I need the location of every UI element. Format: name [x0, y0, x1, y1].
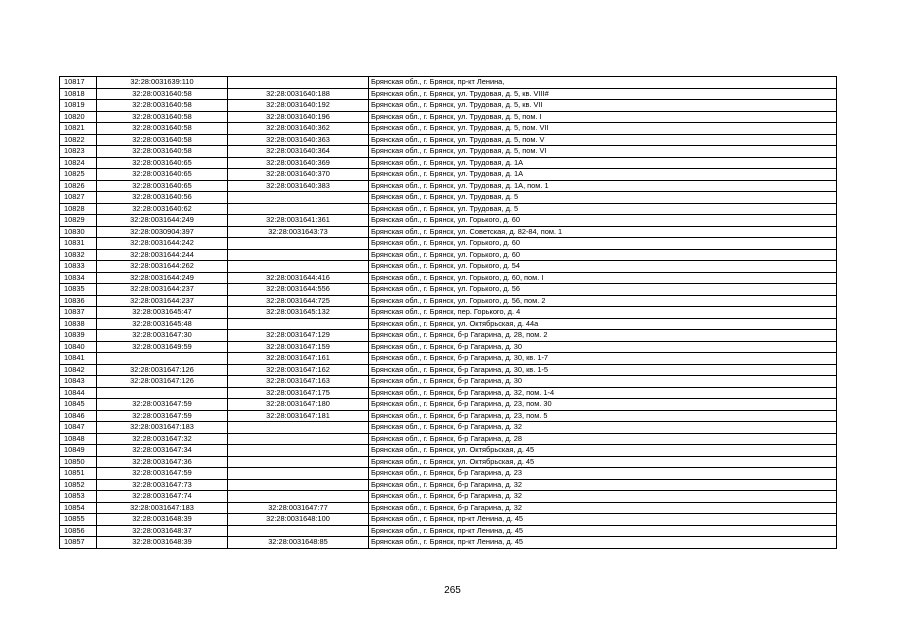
cadastral-number-cell: 32:28:0031647:32 — [97, 433, 228, 445]
row-number-cell: 10849 — [60, 445, 97, 457]
address-cell: Брянская обл., г. Брянск, ул. Горького, д. 56, пом. 2 — [369, 295, 837, 307]
address-cell: Брянская обл., г. Брянск, пр-кт Ленина, д. 45 — [369, 537, 837, 549]
address-cell: Брянская обл., г. Брянск, ул. Горького, д. 60 — [369, 215, 837, 227]
row-number-cell: 10825 — [60, 169, 97, 181]
table-row — [60, 364, 837, 376]
object-cadastral-number-cell: 32:28:0031647:161 — [228, 353, 369, 365]
object-cadastral-number-cell — [228, 433, 369, 445]
object-cadastral-number-cell — [228, 456, 369, 468]
table-row — [60, 491, 837, 503]
row-number-cell: 10856 — [60, 525, 97, 537]
table-row — [60, 537, 837, 549]
object-cadastral-number-cell: 32:28:0031647:162 — [228, 364, 369, 376]
table-row — [60, 215, 837, 227]
object-cadastral-number-cell: 32:28:0031640:196 — [228, 111, 369, 123]
cadastral-number-cell: 32:28:0031644:237 — [97, 295, 228, 307]
table-row — [60, 180, 837, 192]
object-cadastral-number-cell: 32:28:0031640:383 — [228, 180, 369, 192]
cadastral-number-cell: 32:28:0031644:242 — [97, 238, 228, 250]
table-row — [60, 226, 837, 238]
row-number-cell: 10832 — [60, 249, 97, 261]
cadastral-number-cell: 32:28:0031648:37 — [97, 525, 228, 537]
address-cell: Брянская обл., г. Брянск, ул. Трудовая, д. 1А, пом. 1 — [369, 180, 837, 192]
cadastral-number-cell: 32:28:0031640:58 — [97, 88, 228, 100]
table-row — [60, 88, 837, 100]
row-number-cell: 10852 — [60, 479, 97, 491]
cadastral-number-cell: 32:28:0031644:262 — [97, 261, 228, 273]
object-cadastral-number-cell: 32:28:0031648:85 — [228, 537, 369, 549]
address-cell: Брянская обл., г. Брянск, б-р Гагарина, д. 30, кв. 1-7 — [369, 353, 837, 365]
address-cell: Брянская обл., г. Брянск, б-р Гагарина, д. 23, пом. 5 — [369, 410, 837, 422]
cadastral-number-cell: 32:28:0031640:56 — [97, 192, 228, 204]
object-cadastral-number-cell — [228, 77, 369, 89]
address-cell: Брянская обл., г. Брянск, б-р Гагарина, д. 28, пом. 2 — [369, 330, 837, 342]
address-cell: Брянская обл., г. Брянск, б-р Гагарина, д. 32 — [369, 422, 837, 434]
object-cadastral-number-cell: 32:28:0031640:369 — [228, 157, 369, 169]
object-cadastral-number-cell: 32:28:0031640:364 — [228, 146, 369, 158]
address-cell: Брянская обл., г. Брянск, ул. Трудовая, д. 1А — [369, 157, 837, 169]
address-cell: Брянская обл., г. Брянск, ул. Октябрьская, д. 45 — [369, 445, 837, 457]
row-number-cell: 10840 — [60, 341, 97, 353]
row-number-cell: 10833 — [60, 261, 97, 273]
object-cadastral-number-cell: 32:28:0031647:175 — [228, 387, 369, 399]
row-number-cell: 10827 — [60, 192, 97, 204]
object-cadastral-number-cell: 32:28:0031647:129 — [228, 330, 369, 342]
table-row — [60, 399, 837, 411]
cadastral-number-cell: 32:28:0031644:237 — [97, 284, 228, 296]
address-cell: Брянская обл., г. Брянск, ул. Горького, д. 54 — [369, 261, 837, 273]
row-number-cell: 10834 — [60, 272, 97, 284]
cadastral-number-cell — [97, 353, 228, 365]
cadastral-number-cell: 32:28:0031647:30 — [97, 330, 228, 342]
table-row — [60, 318, 837, 330]
table-row — [60, 502, 837, 514]
table-row — [60, 387, 837, 399]
cadastral-number-cell: 32:28:0031647:74 — [97, 491, 228, 503]
cadastral-number-cell: 32:28:0031647:59 — [97, 410, 228, 422]
table-row — [60, 514, 837, 526]
row-number-cell: 10842 — [60, 364, 97, 376]
object-cadastral-number-cell — [228, 479, 369, 491]
table-row — [60, 157, 837, 169]
address-cell: Брянская обл., г. Брянск, б-р Гагарина, д. 30, кв. 1-5 — [369, 364, 837, 376]
row-number-cell: 10846 — [60, 410, 97, 422]
table-row — [60, 134, 837, 146]
table-row — [60, 422, 837, 434]
address-cell: Брянская обл., г. Брянск, пер. Горького, д. 4 — [369, 307, 837, 319]
table-row — [60, 445, 837, 457]
object-cadastral-number-cell: 32:28:0031644:725 — [228, 295, 369, 307]
table-row — [60, 284, 837, 296]
table-row — [60, 330, 837, 342]
address-cell: Брянская обл., г. Брянск, пр-кт Ленина, — [369, 77, 837, 89]
row-number-cell: 10820 — [60, 111, 97, 123]
object-cadastral-number-cell: 32:28:0031647:163 — [228, 376, 369, 388]
table-row — [60, 307, 837, 319]
table-row — [60, 410, 837, 422]
table-row — [60, 249, 837, 261]
object-cadastral-number-cell — [228, 491, 369, 503]
row-number-cell: 10855 — [60, 514, 97, 526]
table-row — [60, 479, 837, 491]
table-row — [60, 468, 837, 480]
cadastral-number-cell: 32:28:0031645:47 — [97, 307, 228, 319]
table-row — [60, 203, 837, 215]
object-cadastral-number-cell — [228, 192, 369, 204]
address-cell: Брянская обл., г. Брянск, ул. Октябрьская, д. 44а — [369, 318, 837, 330]
address-cell: Брянская обл., г. Брянск, ул. Горького, д. 60 — [369, 249, 837, 261]
object-cadastral-number-cell: 32:28:0031648:100 — [228, 514, 369, 526]
object-cadastral-number-cell: 32:28:0031640:363 — [228, 134, 369, 146]
object-cadastral-number-cell: 32:28:0031643:73 — [228, 226, 369, 238]
cadastral-number-cell: 32:28:0031640:58 — [97, 123, 228, 135]
address-cell: Брянская обл., г. Брянск, ул. Трудовая, д. 1А — [369, 169, 837, 181]
table-row — [60, 238, 837, 250]
table-row — [60, 77, 837, 89]
cadastral-number-cell: 32:28:0031647:126 — [97, 364, 228, 376]
cadastral-number-cell: 32:28:0031640:65 — [97, 180, 228, 192]
object-cadastral-number-cell — [228, 422, 369, 434]
cadastral-number-cell: 32:28:0031640:58 — [97, 134, 228, 146]
row-number-cell: 10829 — [60, 215, 97, 227]
address-cell: Брянская обл., г. Брянск, б-р Гагарина, д. 32, пом. 1-4 — [369, 387, 837, 399]
object-cadastral-number-cell: 32:28:0031641:361 — [228, 215, 369, 227]
address-cell: Брянская обл., г. Брянск, пр-кт Ленина, д. 45 — [369, 525, 837, 537]
address-cell: Брянская обл., г. Брянск, ул. Трудовая, д. 5 — [369, 203, 837, 215]
address-cell: Брянская обл., г. Брянск, пр-кт Ленина, д. 45 — [369, 514, 837, 526]
address-cell: Брянская обл., г. Брянск, б-р Гагарина, д. 28 — [369, 433, 837, 445]
address-cell: Брянская обл., г. Брянск, ул. Октябрьская, д. 45 — [369, 456, 837, 468]
cadastral-number-cell: 32:28:0031640:58 — [97, 100, 228, 112]
address-cell: Брянская обл., г. Брянск, ул. Трудовая, д. 5, пом. I — [369, 111, 837, 123]
address-cell: Брянская обл., г. Брянск, б-р Гагарина, д. 32 — [369, 502, 837, 514]
table-row — [60, 525, 837, 537]
registry-table — [59, 76, 837, 549]
address-cell: Брянская обл., г. Брянск, ул. Трудовая, д. 5, кв. VII — [369, 100, 837, 112]
table-row — [60, 272, 837, 284]
row-number-cell: 10831 — [60, 238, 97, 250]
row-number-cell: 10854 — [60, 502, 97, 514]
object-cadastral-number-cell — [228, 238, 369, 250]
object-cadastral-number-cell: 32:28:0031647:77 — [228, 502, 369, 514]
address-cell: Брянская обл., г. Брянск, б-р Гагарина, д. 32 — [369, 491, 837, 503]
object-cadastral-number-cell — [228, 468, 369, 480]
row-number-cell: 10819 — [60, 100, 97, 112]
row-number-cell: 10845 — [60, 399, 97, 411]
row-number-cell: 10817 — [60, 77, 97, 89]
table-row — [60, 433, 837, 445]
row-number-cell: 10837 — [60, 307, 97, 319]
cadastral-number-cell: 32:28:0031647:183 — [97, 422, 228, 434]
cadastral-number-cell: 32:28:0031640:58 — [97, 146, 228, 158]
address-cell: Брянская обл., г. Брянск, б-р Гагарина, д. 23, пом. 30 — [369, 399, 837, 411]
address-cell: Брянская обл., г. Брянск, б-р Гагарина, д. 30 — [369, 341, 837, 353]
object-cadastral-number-cell: 32:28:0031647:159 — [228, 341, 369, 353]
table-row — [60, 169, 837, 181]
row-number-cell: 10824 — [60, 157, 97, 169]
row-number-cell: 10844 — [60, 387, 97, 399]
address-cell: Брянская обл., г. Брянск, ул. Горького, д. 60, пом. I — [369, 272, 837, 284]
table-row — [60, 295, 837, 307]
row-number-cell: 10850 — [60, 456, 97, 468]
row-number-cell: 10853 — [60, 491, 97, 503]
object-cadastral-number-cell — [228, 261, 369, 273]
cadastral-number-cell: 32:28:0031647:59 — [97, 399, 228, 411]
cadastral-number-cell: 32:28:0031648:39 — [97, 514, 228, 526]
table-row — [60, 456, 837, 468]
object-cadastral-number-cell: 32:28:0031644:416 — [228, 272, 369, 284]
row-number-cell: 10835 — [60, 284, 97, 296]
page-number: 265 — [444, 585, 461, 596]
object-cadastral-number-cell: 32:28:0031647:180 — [228, 399, 369, 411]
row-number-cell: 10830 — [60, 226, 97, 238]
table-row — [60, 376, 837, 388]
cadastral-number-cell: 32:28:0031647:59 — [97, 468, 228, 480]
object-cadastral-number-cell: 32:28:0031645:132 — [228, 307, 369, 319]
cadastral-number-cell: 32:28:0031640:65 — [97, 157, 228, 169]
row-number-cell: 10857 — [60, 537, 97, 549]
row-number-cell: 10847 — [60, 422, 97, 434]
table-row — [60, 111, 837, 123]
cadastral-number-cell: 32:28:0031647:34 — [97, 445, 228, 457]
row-number-cell: 10843 — [60, 376, 97, 388]
address-cell: Брянская обл., г. Брянск, б-р Гагарина, д. 32 — [369, 479, 837, 491]
cadastral-number-cell — [97, 387, 228, 399]
cadastral-number-cell: 32:28:0031647:36 — [97, 456, 228, 468]
cadastral-number-cell: 32:28:0031647:183 — [97, 502, 228, 514]
object-cadastral-number-cell — [228, 249, 369, 261]
object-cadastral-number-cell: 32:28:0031640:370 — [228, 169, 369, 181]
address-cell: Брянская обл., г. Брянск, ул. Советская, д. 82-84, пом. 1 — [369, 226, 837, 238]
address-cell: Брянская обл., г. Брянск, ул. Трудовая, д. 5, пом. V — [369, 134, 837, 146]
row-number-cell: 10841 — [60, 353, 97, 365]
cadastral-number-cell: 32:28:0031640:65 — [97, 169, 228, 181]
table-row — [60, 146, 837, 158]
table-row — [60, 192, 837, 204]
object-cadastral-number-cell — [228, 203, 369, 215]
cadastral-number-cell: 32:28:0031644:244 — [97, 249, 228, 261]
cadastral-number-cell: 32:28:0031640:58 — [97, 111, 228, 123]
table-row — [60, 261, 837, 273]
cadastral-number-cell: 32:28:0031639:110 — [97, 77, 228, 89]
object-cadastral-number-cell — [228, 445, 369, 457]
address-cell: Брянская обл., г. Брянск, ул. Горького, д. 56 — [369, 284, 837, 296]
cadastral-number-cell: 32:28:0031644:249 — [97, 272, 228, 284]
row-number-cell: 10826 — [60, 180, 97, 192]
row-number-cell: 10848 — [60, 433, 97, 445]
cadastral-number-cell: 32:28:0031648:39 — [97, 537, 228, 549]
object-cadastral-number-cell: 32:28:0031640:192 — [228, 100, 369, 112]
address-cell: Брянская обл., г. Брянск, б-р Гагарина, д. 30 — [369, 376, 837, 388]
row-number-cell: 10828 — [60, 203, 97, 215]
object-cadastral-number-cell: 32:28:0031640:188 — [228, 88, 369, 100]
address-cell: Брянская обл., г. Брянск, ул. Горького, д. 60 — [369, 238, 837, 250]
address-cell: Брянская обл., г. Брянск, ул. Трудовая, д. 5 — [369, 192, 837, 204]
object-cadastral-number-cell: 32:28:0031647:181 — [228, 410, 369, 422]
cadastral-number-cell: 32:28:0031647:126 — [97, 376, 228, 388]
cadastral-number-cell: 32:28:0031644:249 — [97, 215, 228, 227]
object-cadastral-number-cell: 32:28:0031644:556 — [228, 284, 369, 296]
row-number-cell: 10818 — [60, 88, 97, 100]
row-number-cell: 10823 — [60, 146, 97, 158]
row-number-cell: 10821 — [60, 123, 97, 135]
object-cadastral-number-cell: 32:28:0031640:362 — [228, 123, 369, 135]
address-cell: Брянская обл., г. Брянск, ул. Трудовая, д. 5, пом. VII — [369, 123, 837, 135]
table-row — [60, 100, 837, 112]
registry-table-body — [60, 77, 837, 549]
row-number-cell: 10839 — [60, 330, 97, 342]
cadastral-number-cell: 32:28:0031647:73 — [97, 479, 228, 491]
address-cell: Брянская обл., г. Брянск, б-р Гагарина, д. 23 — [369, 468, 837, 480]
table-row — [60, 123, 837, 135]
cadastral-number-cell: 32:28:0030904:397 — [97, 226, 228, 238]
row-number-cell: 10851 — [60, 468, 97, 480]
object-cadastral-number-cell — [228, 525, 369, 537]
row-number-cell: 10838 — [60, 318, 97, 330]
row-number-cell: 10836 — [60, 295, 97, 307]
address-cell: Брянская обл., г. Брянск, ул. Трудовая, д. 5, пом. VI — [369, 146, 837, 158]
cadastral-number-cell: 32:28:0031645:48 — [97, 318, 228, 330]
cadastral-number-cell: 32:28:0031649:59 — [97, 341, 228, 353]
table-row — [60, 341, 837, 353]
table-row — [60, 353, 837, 365]
object-cadastral-number-cell — [228, 318, 369, 330]
row-number-cell: 10822 — [60, 134, 97, 146]
address-cell: Брянская обл., г. Брянск, ул. Трудовая, д. 5, кв. VIII# — [369, 88, 837, 100]
cadastral-number-cell: 32:28:0031640:62 — [97, 203, 228, 215]
